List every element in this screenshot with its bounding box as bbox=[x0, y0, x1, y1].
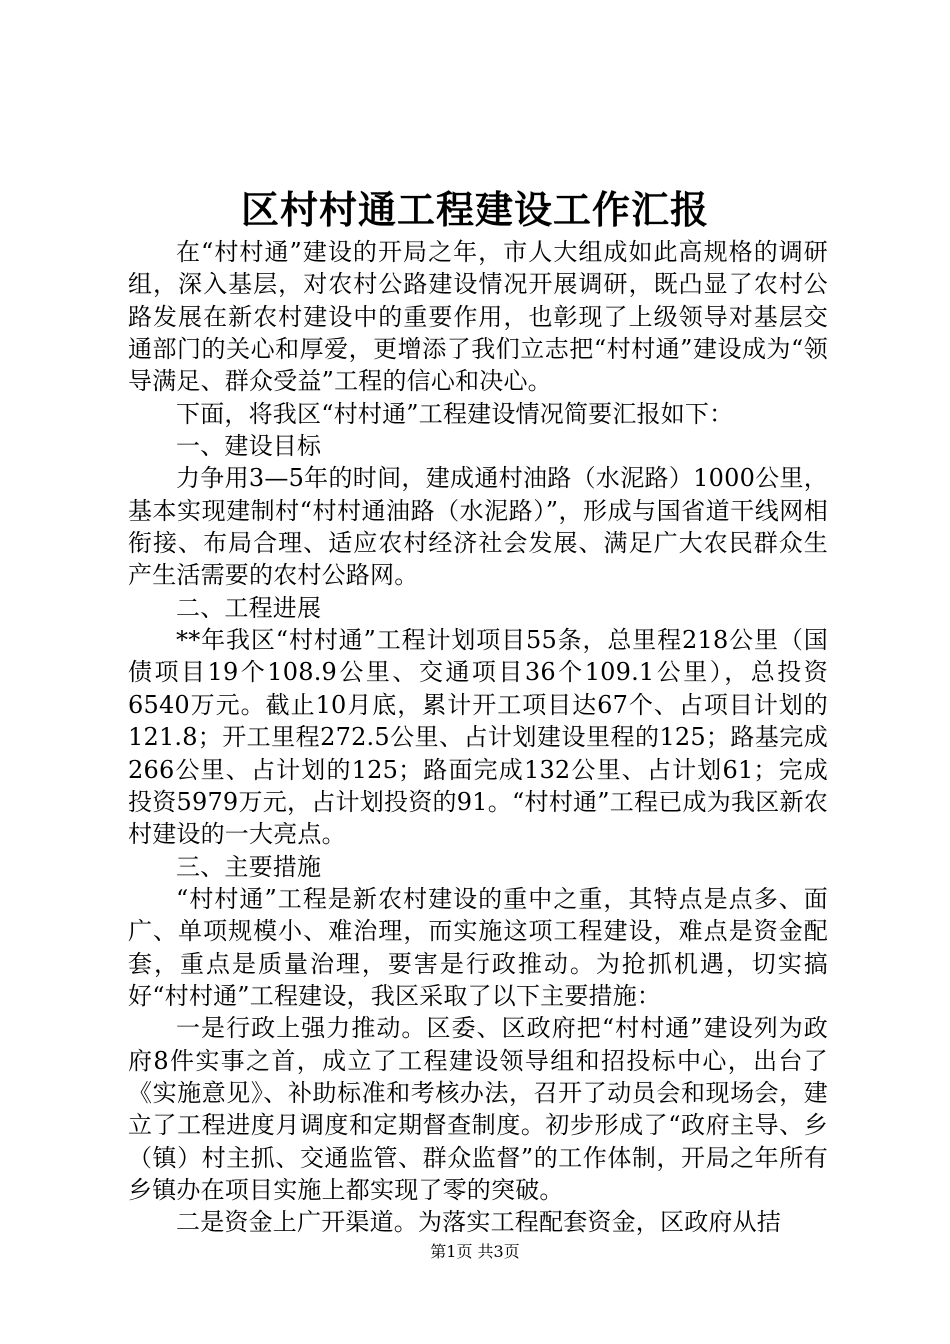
paragraph-progress: **年我区“村村通”工程计划项目55条，总里程218公里（国债项目19个108.9公里、交通项目36个109.1公里），总投资6540万元。截止10月底，累计开工项目达67个、占项目计划的121.8；开工里程272.5公里、占计划建设里程的125；路基完成266公里、占计划的125；路面完成132公里、占计划61；完成投资5979万元，占计划投资的91。“村村通”工程已成为我区新农村建设的一大亮点。 bbox=[128, 626, 828, 849]
section-heading-measures: 三、主要措施 bbox=[176, 852, 322, 881]
paragraph-measures: “村村通”工程是新农村建设的重中之重，其特点是点多、面广、单项规模小、难治理，而实施这项工程建设，难点是资金配套，重点是质量治理，要害是行政推动。为抢抓机遇，切实搞好“村村通”工程建设，我区采取了以下主要措施： bbox=[128, 884, 828, 1010]
section-heading-goals: 一、建设目标 bbox=[176, 432, 322, 461]
section-heading-progress: 二、工程进展 bbox=[176, 593, 322, 622]
document-body bbox=[128, 236, 828, 1239]
paragraph-measure-one: 一是行政上强力推动。区委、区政府把“村村通”建设列为政府8件实事之首，成立了工程建设领导组和招投标中心，出台了《实施意见》、补助标准和考核办法，召开了动员会和现场会，建立了工程进度月调度和定期督查制度。初步形成了“政府主导、乡（镇）村主抓、交通监管、群众监督”的工作体制，开局之年所有乡镇办在项目实施上都实现了零的突破。 bbox=[128, 1014, 828, 1204]
paragraph-goals: 力争用3—5年的时间，建成通村油路（水泥路）1000公里，基本实现建制村“村村通油路（水泥路）”，形成与国省道干线网相衔接、布局合理、适应农村经济社会发展、满足广大农民群众生产生活需要的农村公路网。 bbox=[128, 464, 828, 590]
page-footer: 第1页 共3页 bbox=[430, 1242, 520, 1261]
paragraph-lead: 下面，将我区“村村通”工程建设情况简要汇报如下： bbox=[176, 399, 734, 428]
paragraph-measure-two: 二是资金上广开渠道。为落实工程配套资金，区政府从拮 bbox=[176, 1208, 781, 1237]
paragraph-intro: 在“村村通”建设的开局之年，市人大组成如此高规格的调研组，深入基层，对农村公路建设情况开展调研，既凸显了农村公路发展在新农村建设中的重要作用，也彰现了上级领导对基层交通部门的关心和厚爱，更增添了我们立志把“村村通”建设成为“领导满足、群众受益”工程的信心和决心。 bbox=[128, 238, 828, 396]
document-title: 区村村通工程建设工作汇报 bbox=[240, 187, 709, 232]
